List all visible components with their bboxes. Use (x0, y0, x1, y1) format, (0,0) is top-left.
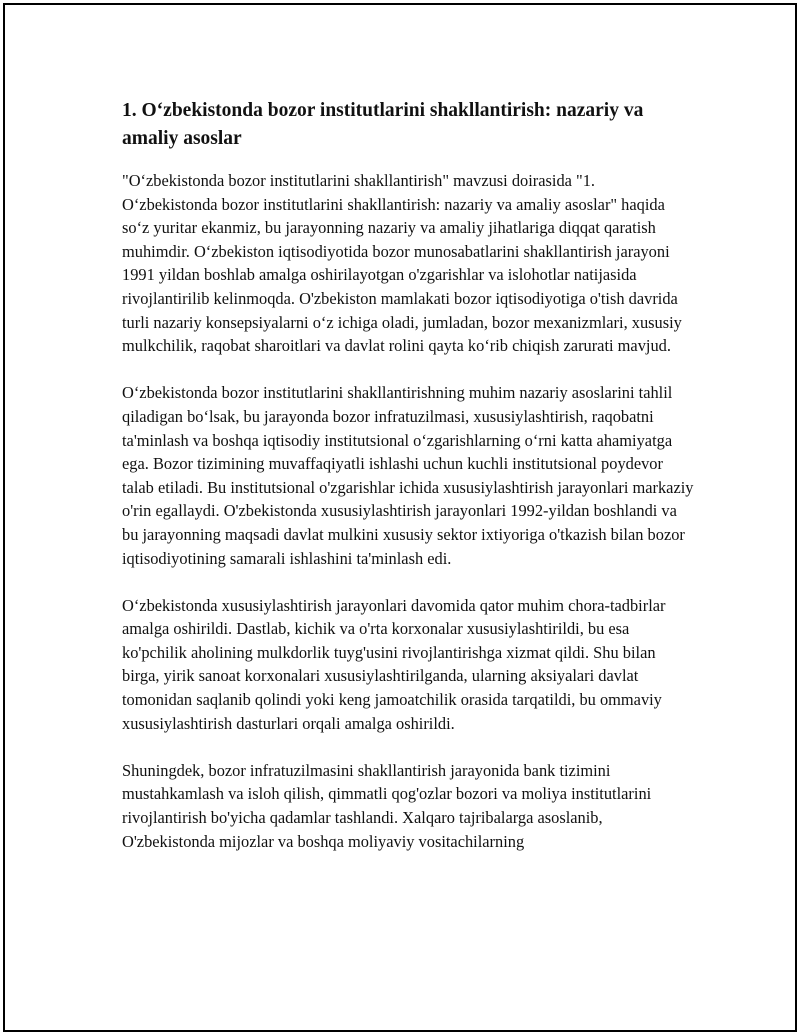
paragraph: "O‘zbekistonda bozor institutlarini shakllantirish" mavzusi doirasida "1. O‘zbekistonda bozor institutlarini shakllantirish: nazariy va amaliy asoslar" haqida so‘z yuritar ekanmiz, bu jarayonning nazariy va amaliy jihatlariga diqqat qaratish muhimdir. O‘zbekiston iqtisodiyotida bozor munosabatlarini shakllantirish jarayoni 1991 yildan boshlab amalga oshirilayotgan o'zgarishlar va islohotlar natijasida rivojlantirilib kelinmoqda. O'zbekiston mamlakati bozor iqtisodiyotiga o'tish davrida turli nazariy konsepsiyalarni o‘z ichiga oladi, jumladan, bozor mexanizmlari, xususiy mulkchilik, raqobat sharoitlari va davlat rolini qayta ko‘rib chiqish zarurati mavjud. (122, 171, 682, 356)
paragraph: O‘zbekistonda bozor institutlarini shakllantirishning muhim nazariy asoslarini tahlil qiladigan bo‘lsak, bu jarayonda bozor infratuzilmasi, xususiylashtirish, raqobatni ta'minlash va boshqa iqtisodiy institutsional o‘zgarishlarning o‘rni katta ahamiyatga ega. Bozor tizimining muvaffaqiyatli ishlashi uchun kuchli institutsional poydevor talab etiladi. Bu institutsional o'zgarishlar ichida xususiylashtirish jarayonlari markaziy o'rin egallaydi. O'zbekistonda xususiylashtirish jarayonlari 1992-yildan boshlandi va bu jarayonning maqsadi davlat mulkini xususiy sektor ixtiyoriga o'tkazish bilan bozor iqtisodiyotining samarali ishlashini ta'minlash edi. (122, 383, 694, 568)
paragraph: O‘zbekistonda xususiylashtirish jarayonlari davomida qator muhim chora-tadbirlar amalga oshirildi. Dastlab, kichik va o'rta korxonalar xususiylashtirildi, bu esa ko'pchilik aholining mulkdorlik tuyg'usini rivojlantirishga xizmat qildi. Shu bilan birga, yirik sanoat korxonalari xususiylashtirilganda, ularning aksiyalari davlat tomonidan saqlanib qolindi yoki keng jamoatchilik orasida tarqatildi, bu ommaviy xususiylashtirish dasturlari orqali amalga oshirildi. (122, 595, 666, 733)
page-frame (3, 3, 797, 1032)
paragraph: Shuningdek, bozor infratuzilmasini shakllantirish jarayonida bank tizimini mustahkamlash va isloh qilish, qimmatli qog'ozlar bozori va moliya institutlarini rivojlantirish bo'yicha qadamlar tashlandi. Xalqaro tajribalarga asoslanib, O'zbekistonda mijozlar va boshqa moliyaviy vositachilarning (122, 760, 652, 851)
section-heading: 1. O‘zbekistonda bozor institutlarini shakllantirish: nazariy va amaliy asoslar (122, 100, 644, 149)
document-body (122, 97, 694, 877)
